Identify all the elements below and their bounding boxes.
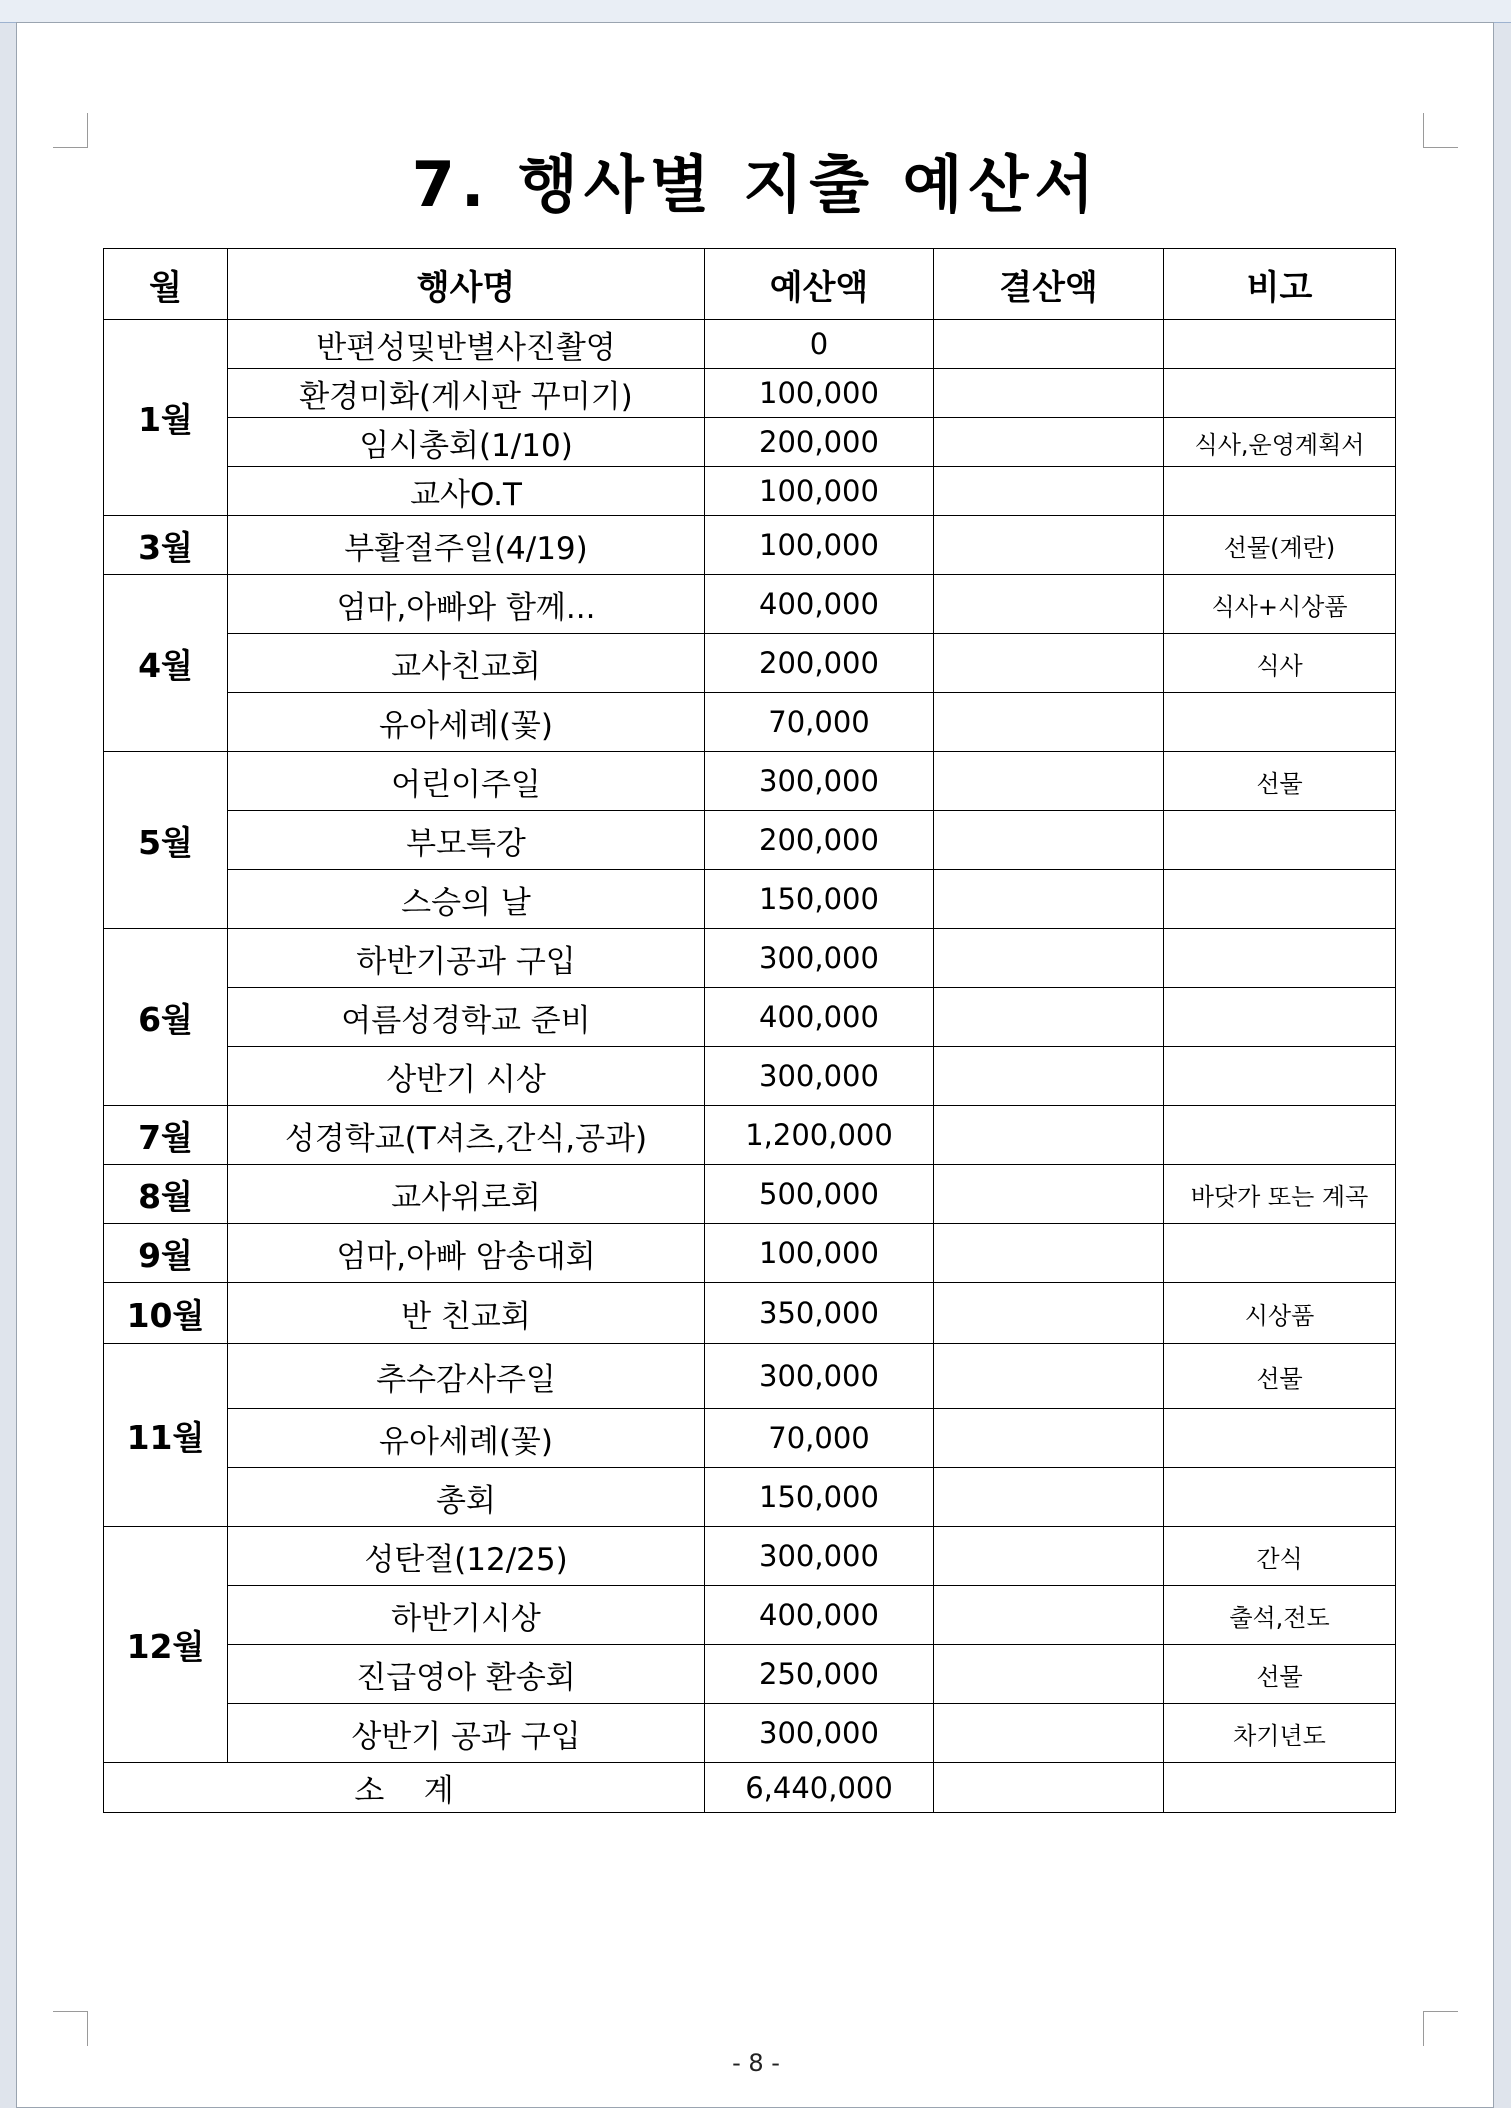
remark-cell [1164, 1047, 1396, 1106]
budget-cell: 300,000 [705, 1704, 934, 1763]
settlement-cell [934, 929, 1164, 988]
budget-cell: 100,000 [705, 369, 934, 418]
settlement-cell [934, 320, 1164, 369]
event-cell: 환경미화(게시판 꾸미기) [228, 369, 705, 418]
event-cell: 반 친교회 [228, 1283, 705, 1344]
remark-cell: 선물 [1164, 752, 1396, 811]
budget-cell: 100,000 [705, 516, 934, 575]
remark-cell [1164, 811, 1396, 870]
header-event: 행사명 [228, 249, 705, 320]
table-row [104, 1106, 1396, 1165]
remark-cell: 선물 [1164, 1344, 1396, 1409]
event-cell: 교사O.T [228, 467, 705, 516]
remark-cell [1164, 1106, 1396, 1165]
settlement-cell [934, 1704, 1164, 1763]
settlement-cell [934, 870, 1164, 929]
event-cell: 교사위로회 [228, 1165, 705, 1224]
subtotal-budget: 6,440,000 [705, 1763, 934, 1813]
remark-cell [1164, 1468, 1396, 1527]
budget-cell: 100,000 [705, 1224, 934, 1283]
settlement-cell [934, 1047, 1164, 1106]
budget-table-body [104, 320, 1396, 1813]
table-row [104, 693, 1396, 752]
event-cell: 엄마,아빠와 함께... [228, 575, 705, 634]
settlement-cell [934, 811, 1164, 870]
settlement-cell [934, 1409, 1164, 1468]
month-cell: 9월 [104, 1224, 228, 1283]
month-cell: 5월 [104, 752, 228, 929]
event-cell: 상반기 공과 구입 [228, 1704, 705, 1763]
settlement-cell [934, 1224, 1164, 1283]
event-cell: 상반기 시상 [228, 1047, 705, 1106]
budget-cell: 300,000 [705, 1344, 934, 1409]
table-row [104, 1047, 1396, 1106]
table-row [104, 1283, 1396, 1344]
month-cell: 12월 [104, 1527, 228, 1763]
budget-cell: 150,000 [705, 870, 934, 929]
event-cell: 하반기공과 구입 [228, 929, 705, 988]
budget-cell: 350,000 [705, 1283, 934, 1344]
table-row [104, 752, 1396, 811]
header-budget: 예산액 [705, 249, 934, 320]
remark-cell: 출석,전도 [1164, 1586, 1396, 1645]
table-row [104, 516, 1396, 575]
budget-cell: 250,000 [705, 1645, 934, 1704]
table-row [104, 988, 1396, 1047]
remark-cell [1164, 693, 1396, 752]
event-cell: 부활절주일(4/19) [228, 516, 705, 575]
settlement-cell [934, 693, 1164, 752]
event-cell: 진급영아 환송회 [228, 1645, 705, 1704]
month-cell: 8월 [104, 1165, 228, 1224]
remark-cell [1164, 1409, 1396, 1468]
remark-cell: 선물 [1164, 1645, 1396, 1704]
table-row [104, 1645, 1396, 1704]
month-cell: 7월 [104, 1106, 228, 1165]
settlement-cell [934, 752, 1164, 811]
settlement-cell [934, 467, 1164, 516]
month-cell: 4월 [104, 575, 228, 752]
header-settlement: 결산액 [934, 249, 1164, 320]
table-row [104, 1704, 1396, 1763]
table-row [104, 1586, 1396, 1645]
budget-cell: 300,000 [705, 929, 934, 988]
settlement-cell [934, 1527, 1164, 1586]
month-cell: 10월 [104, 1283, 228, 1344]
header-month: 월 [104, 249, 228, 320]
event-cell: 부모특강 [228, 811, 705, 870]
budget-cell: 300,000 [705, 1527, 934, 1586]
budget-cell: 500,000 [705, 1165, 934, 1224]
window-top-bar [0, 0, 1511, 23]
table-row [104, 1344, 1396, 1409]
budget-cell: 1,200,000 [705, 1106, 934, 1165]
budget-cell: 300,000 [705, 752, 934, 811]
budget-table [103, 248, 1396, 1813]
month-cell: 6월 [104, 929, 228, 1106]
event-cell: 성탄절(12/25) [228, 1527, 705, 1586]
settlement-cell [934, 1165, 1164, 1224]
table-row [104, 1165, 1396, 1224]
settlement-cell [934, 634, 1164, 693]
event-cell: 어린이주일 [228, 752, 705, 811]
settlement-cell [934, 988, 1164, 1047]
remark-cell [1164, 988, 1396, 1047]
budget-cell: 100,000 [705, 467, 934, 516]
remark-cell [1164, 320, 1396, 369]
settlement-cell [934, 369, 1164, 418]
crop-mark-bottom-right [1423, 2011, 1458, 2046]
table-row [104, 320, 1396, 369]
settlement-cell [934, 1106, 1164, 1165]
month-cell: 11월 [104, 1344, 228, 1527]
crop-mark-bottom-left [53, 2011, 88, 2046]
settlement-cell [934, 1586, 1164, 1645]
settlement-cell [934, 1344, 1164, 1409]
subtotal-row [104, 1763, 1396, 1813]
table-row [104, 634, 1396, 693]
table-row [104, 369, 1396, 418]
subtotal-label: 소 계 [104, 1763, 705, 1813]
budget-cell: 0 [705, 320, 934, 369]
budget-cell: 400,000 [705, 1586, 934, 1645]
budget-cell: 300,000 [705, 1047, 934, 1106]
remark-cell: 차기년도 [1164, 1704, 1396, 1763]
event-cell: 엄마,아빠 암송대회 [228, 1224, 705, 1283]
event-cell: 하반기시상 [228, 1586, 705, 1645]
page-title: 7. 행사별 지출 예산서 [411, 148, 1101, 221]
budget-cell: 200,000 [705, 811, 934, 870]
event-cell: 유아세례(꽃) [228, 693, 705, 752]
remark-cell: 바닷가 또는 계곡 [1164, 1165, 1396, 1224]
table-row [104, 870, 1396, 929]
remark-cell: 식사,운영계획서 [1164, 418, 1396, 467]
table-row [104, 1409, 1396, 1468]
budget-cell: 70,000 [705, 693, 934, 752]
settlement-cell [934, 418, 1164, 467]
remark-cell: 간식 [1164, 1527, 1396, 1586]
event-cell: 성경학교(T셔츠,간식,공과) [228, 1106, 705, 1165]
remark-cell: 시상품 [1164, 1283, 1396, 1344]
settlement-cell [934, 1645, 1164, 1704]
budget-cell: 70,000 [705, 1409, 934, 1468]
budget-cell: 400,000 [705, 988, 934, 1047]
subtotal-remark-cell [1164, 1763, 1396, 1813]
remark-cell: 선물(계란) [1164, 516, 1396, 575]
header-remark: 비고 [1164, 249, 1396, 320]
table-row [104, 1527, 1396, 1586]
remark-cell: 식사 [1164, 634, 1396, 693]
event-cell: 임시총회(1/10) [228, 418, 705, 467]
table-row [104, 575, 1396, 634]
event-cell: 추수감사주일 [228, 1344, 705, 1409]
table-row [104, 467, 1396, 516]
table-row [104, 929, 1396, 988]
event-cell: 반편성및반별사진촬영 [228, 320, 705, 369]
settlement-cell [934, 1468, 1164, 1527]
remark-cell [1164, 1224, 1396, 1283]
page-number: - 8 - [732, 2049, 780, 2077]
settlement-cell [934, 1283, 1164, 1344]
settlement-cell [934, 516, 1164, 575]
event-cell: 스승의 날 [228, 870, 705, 929]
remark-cell [1164, 467, 1396, 516]
table-row [104, 811, 1396, 870]
event-cell: 여름성경학교 준비 [228, 988, 705, 1047]
event-cell: 총회 [228, 1468, 705, 1527]
remark-cell [1164, 870, 1396, 929]
settlement-cell [934, 575, 1164, 634]
month-cell: 1월 [104, 320, 228, 516]
month-cell: 3월 [104, 516, 228, 575]
budget-cell: 200,000 [705, 634, 934, 693]
remark-cell: 식사+시상품 [1164, 575, 1396, 634]
budget-cell: 200,000 [705, 418, 934, 467]
event-cell: 유아세례(꽃) [228, 1409, 705, 1468]
budget-cell: 150,000 [705, 1468, 934, 1527]
table-row [104, 1224, 1396, 1283]
remark-cell [1164, 369, 1396, 418]
table-row [104, 1468, 1396, 1527]
document-page [16, 22, 1494, 2108]
budget-cell: 400,000 [705, 575, 934, 634]
remark-cell [1164, 929, 1396, 988]
table-header-row [104, 249, 1396, 320]
event-cell: 교사친교회 [228, 634, 705, 693]
table-row [104, 418, 1396, 467]
subtotal-settlement-cell [934, 1763, 1164, 1813]
